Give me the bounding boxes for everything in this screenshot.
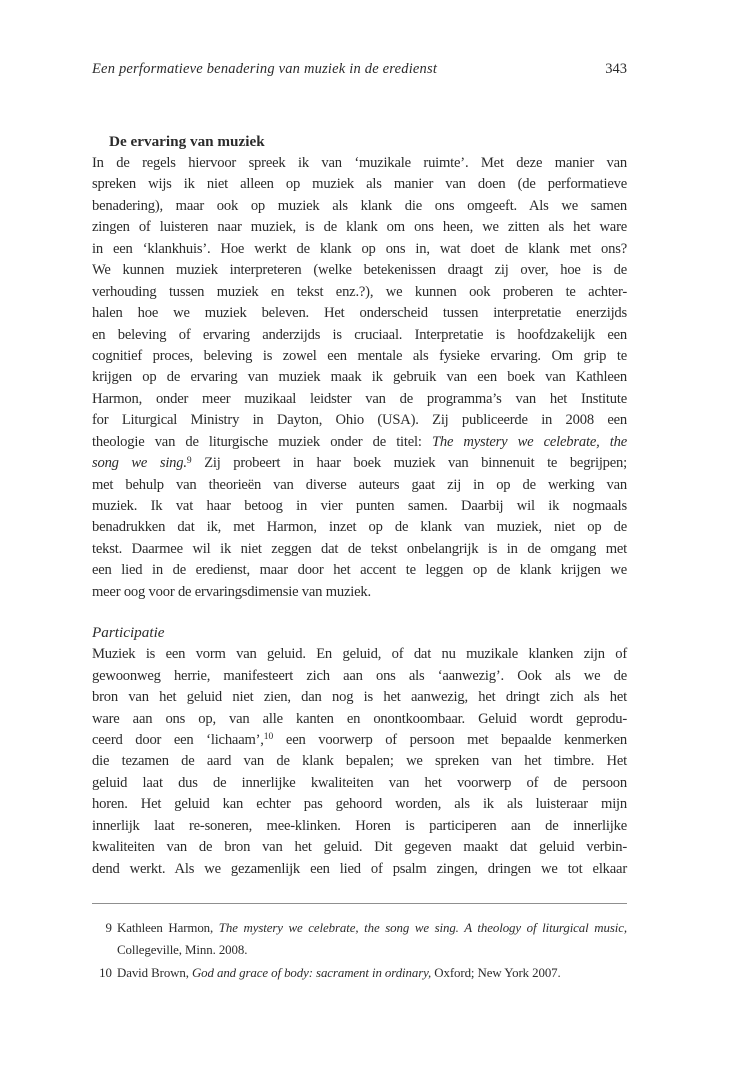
footnote-reference: 10 [263,732,274,743]
text-segment: met behulp van theorieën van diverse auteurs gaat zij in op de werking van [92,476,627,493]
text-line [92,217,627,238]
text-segment: geluid laat dus de innerlijke kwaliteiten van het voorwerp of de persoon [92,774,627,791]
text-line [92,709,627,730]
footnotes [92,903,627,984]
text-line [92,239,627,260]
text-segment: Zij probeert in haar boek muziek van binnenuit te begrijpen; [191,455,627,472]
text-line [92,389,627,410]
footnote [92,962,627,984]
text-line [92,687,627,708]
text-line [92,859,627,880]
text-line [92,837,627,858]
text-segment: muziek. Ik vat haar betoog in vier punten samen. Daarbij wil ik nogmaals [92,498,627,514]
text-line [92,730,627,751]
text-segment: Oxford; New York 2007. [431,965,561,980]
text-segment: Harmon, onder meer muzikaal leidster van de programma’s van het Institute [92,390,627,407]
text-line [92,260,627,281]
text-line [117,939,627,961]
text-segment: benadrukken dat ik, met Harmon, inzet op de klank van muziek, niet op de [92,519,627,536]
text-segment: In de regels hiervoor spreek ik van ‘muzikale ruimte’. Met deze manier van [92,155,627,171]
text-segment: ware aan ons op, van alle kanten en onontkoombaar. Geluid wordt geprodu- [92,710,627,727]
text-segment: theologie van de liturgische muziek onder de titel: [92,433,432,450]
text-segment: verhouding tussen muziek en tekst enz.?), we kunnen ook proberen te achter- [92,283,627,300]
text-line [92,496,627,517]
text-segment: bron van het geluid niet zien, dan nog is het aanwezig, het dringt zich als het [92,689,627,706]
text-segment: The mystery we celebrate, the [431,433,627,450]
section [92,622,627,880]
text-segment: Kathleen Harmon, [117,921,219,935]
text-line [92,410,627,431]
text-line [92,539,627,560]
text-line [92,453,627,474]
text-segment: halen hoe we muziek beleven. Het onderscheid tussen interpretatie enerzijds [92,305,627,322]
text-segment: The mystery we celebrate, the song we sing. A theology of liturgical music, [218,921,627,935]
text-segment: for Liturgical Ministry in Dayton, Ohio (USA). Zij publiceerde in 2008 een [92,412,627,429]
running-header [92,61,627,78]
text-line [92,367,627,388]
footnote-list [92,917,627,984]
text-segment: Muziek is een vorm van geluid. En geluid, of dat nu muzikale klanken zijn of [92,646,627,663]
text-segment: in een ‘klankhuis’. Hoe werkt de klank op ons in, wat doet de klank met ons? [92,240,627,257]
text-segment: een voorwerp of persoon met bepaalde kenmerken [273,731,627,748]
text-line [117,962,627,984]
text-line [92,153,627,174]
text-segment: gewoonweg herrie, manifesteert zich aan ons als ‘aanwezig’. Ook als we de [92,667,627,684]
text-line [92,773,627,794]
text-segment: krijgen op de ervaring van muziek maak ik gebruik van een boek van Kathleen [92,369,627,386]
text-segment: Collegeville, Minn. 2008. [117,943,248,958]
text-line [92,816,627,837]
text-segment: spreken wijs ik niet alleen op muziek als manier van doen (de performatieve [92,176,627,193]
text-segment: song we sing. [92,455,187,472]
text-segment: horen. Het geluid kan echter pas gehoord worden, als ik als luisteraar mijn [92,796,627,813]
footnote-number: 9 [105,921,112,935]
section-heading: De ervaring van muziek [109,133,265,150]
text-segment: We kunnen muziek interpreteren (welke betekenissen draagt zij over, hoe is de [92,262,627,279]
body-text [92,131,627,880]
text-segment: benadering), maar ook op muziek als klank die ons omgeeft. Als we samen [92,197,627,214]
page-content [92,131,627,984]
text-segment: meer oog voor de ervaringsdimensie van muziek. [92,583,371,600]
text-line [92,196,627,217]
text-line [92,174,627,195]
text-segment: en beleving of ervaring anderzijds is cruciaal. Interpretatie is hoofdzakelijk een [92,326,627,343]
text-line [92,794,627,815]
text-line [92,282,627,303]
text-line [92,346,627,367]
footnote-reference: 9 [186,455,192,466]
text-segment: David Brown, [117,965,192,980]
text-line [92,325,627,346]
text-line [92,666,627,687]
text-line [92,751,627,772]
footnote [92,917,627,962]
text-segment: God and grace of body: sacrament in ordinary, [191,965,432,980]
page-number: 343 [605,61,627,77]
text-line [92,475,627,496]
text-segment: ceerd door een ‘lichaam’, [92,731,264,748]
text-segment: tekst. Daarmee wil ik niet zeggen dat de tekst onbelangrijk is in de omgang met [92,540,627,557]
text-segment: dend werkt. Als we gezamenlijk een lied of psalm zingen, dringen we tot elkaar [92,860,627,877]
text-line [92,517,627,538]
section-heading: Participatie [92,624,165,642]
running-header-title: Een performatieve benadering van muziek in de eredienst [92,61,438,77]
text-segment: een lied in de eredienst, maar door het accent te leggen op de klank krijgen we [92,562,627,579]
footnote-text [117,962,627,984]
text-line [117,917,627,939]
text-segment: kwaliteiten van de bron van het geluid. Dit gegeven maakt dat geluid verbin- [92,839,627,856]
footnote-separator-rule [92,903,627,904]
section [92,131,627,603]
text-line [92,432,627,453]
text-segment: innerlijk laat re-soneren, mee-klinken. Horen is participeren aan de innerlijke [92,817,627,834]
text-line [92,303,627,324]
text-line [92,582,627,603]
text-line [92,560,627,581]
text-segment: cognitief proces, beleving is zowel een mentale als fysieke ervaring. Om grip te [92,347,627,364]
text-segment: zingen of luisteren naar muziek, is de klank om ons heen, we zitten als het ware [92,219,627,236]
text-segment: die tezamen de aard van de klank bepalen; we spreken van het timbre. Het [92,753,627,770]
footnote-text [117,917,627,962]
footnote-number: 10 [99,965,112,980]
text-line [92,644,627,665]
